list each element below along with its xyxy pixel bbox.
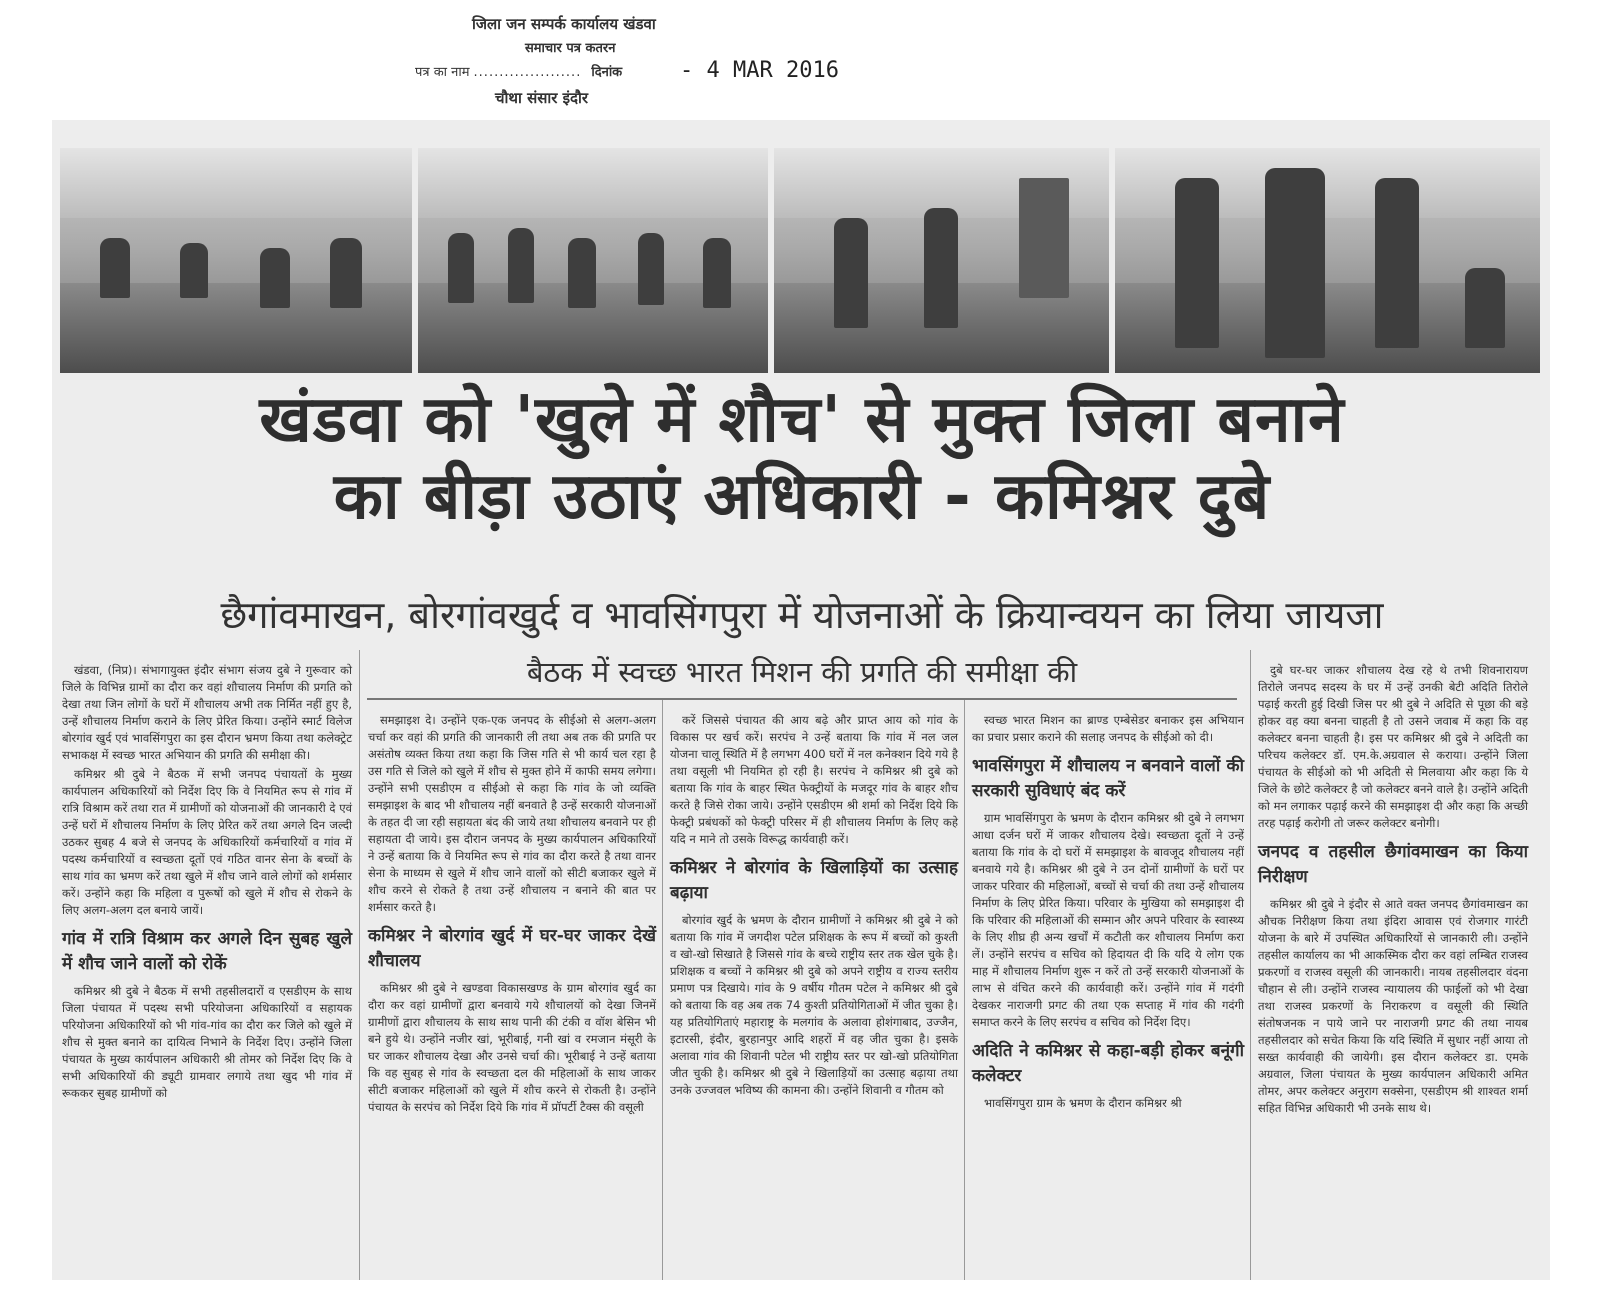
column-3 xyxy=(670,712,958,1101)
paragraph: कमिश्नर श्री दुबे ने खण्डवा विकासखण्ड के ग्राम बोरगांव खुर्द का दौरा कर वहां ग्रामीणों द्वारा बनवाये गये शौचालयों को देखा जिनमें ग्रामीणों द्वारा शौचालय के साथ साथ पानी की टंकी व वॉश बेसिन भी बने हुये थे। उन्होंने नजीर खां, भूरीबाई, गनी खां व रमजान मंसूरी के घर जाकर शौचालय देखा और उनसे चर्चा की। भूरीबाई ने उन्हें बताया कि वह सुबह से गांव के स्वच्छता दल की महिलाओं के साथ जाकर सीटी बजाकर महिलाओं को खुले में शौच करने से रोकती है। उन्होंने पंचायत के सरपंच को निर्देश दिये कि गांव में प्रॉपर्टी टैक्स की वसूली xyxy=(368,981,656,1114)
paragraph: बोरगांव खुर्द के भ्रमण के दौरान ग्रामीणों ने कमिश्नर श्री दुबे ने को बताया कि गांव में जगदीश पटेल प्रशिक्षक के रूप में बच्चों को कुश्ती व खो-खो सिखाते है जिससे गांव के बच्चे राष्ट्रीय स्तर तक खेल चुके है। प्रशिक्षक व बच्चों ने कमिश्नर श्री दुबे को अपने राष्ट्रीय व राज्य स्तरीय प्रमाण पत्र दिखाये। गांव के 9 वर्षीय गौतम पटेल ने कमिश्नर श्री दुबे को बताया कि वह अब तक 74 कुश्ती प्रतियोगिताओं में जीत चुका है। यह प्रतियोगिताएं महाराष्ट्र के मलगांव के अलावा होशंगाबाद, उज्जैन, इटारसी, इंदौर, बुरहानपुर आदि शहरों में वह जीत चुका है। इसके अलावा गांव की शिवानी पटेल भी राष्ट्रीय स्तर पर खो-खो प्रतियोगिता जीत चुकी है। कमिश्नर श्री दुबे ने खिलाड़ियों का उत्साह बढ़ाया तथा उनके उज्जवल भविष्य की कामना की। उन्होंने शिवानी व गौतम को xyxy=(670,913,958,1097)
stamp-clipping-label: समाचार पत्र कतरन xyxy=(525,41,616,56)
headline xyxy=(72,382,1532,536)
paragraph: समझाइश दे। उन्होंने एक-एक जनपद के सीईओ से अलग-अलग चर्चा कर वहां की प्रगति की जानकारी ली तथा अब तक की प्रगति पर असंतोष व्यक्त किया तथा कहा कि जिस गति से भी कार्य चल रहा है उस गति से जिले को खुले में शौच से मुक्त होने में काफी समय लगेगा। उन्होंने सभी एसडीएम व सीईओ से कहा कि गांव के जो व्यक्ति समझाइश के बाद भी शौचालय नहीं बनवाते है उन्हें सरकारी योजनाओं के तहत दी जा रही सहायता बंद की जाये तथा शौचालय बनवाने पर ही सहायता दी जाये। इस दौरान जनपद के मुख्य कार्यपालन अधिकारियों ने उन्हें बताया कि वे नियमित रूप से गांव का दौरा करते है तथा वानर सेना के माध्यम से खुले में शौच जाने वालों को सीटी बजाकर खुले में शौच करने से रोकते है तथा उन्हें शौचालय न बनाने की बात पर शर्मसार करते है। xyxy=(368,713,656,914)
column-divider xyxy=(359,650,360,1280)
subheading: अदिति ने कमिश्नर से कहा-बड़ी होकर बनूंगी कलेक्टर xyxy=(972,1041,1244,1086)
subheading: कमिश्नर ने बोरगांव खुर्द में घर-घर जाकर देखें शौचालय xyxy=(368,926,656,971)
headline-line-2: का बीड़ा उठाएं अधिकारी - कमिश्नर दुबे xyxy=(333,459,1271,534)
newspaper-clipping xyxy=(52,120,1550,1280)
column-5 xyxy=(1258,662,1528,1119)
photo-village-gathering xyxy=(418,148,768,373)
deck-headline: बैठक में स्वच्छ भारत मिशन की प्रगति की समीक्षा की xyxy=(367,652,1237,700)
column-2 xyxy=(368,712,656,1118)
headline-line-1: खंडवा को 'खुले में शौच' से मुक्त जिला बनाने xyxy=(259,383,1345,457)
subheading: जनपद व तहसील छैगांवमाखन का किया निरीक्षण xyxy=(1258,842,1528,887)
stamp-office-name: जिला जन सम्पर्क कार्यालय खंडवा xyxy=(472,15,656,33)
paragraph: करें जिससे पंचायत की आय बढ़े और प्राप्त आय को गांव के विकास पर खर्च करें। सरपंच ने उन्हें बताया कि गांव में नल जल योजना चालू स्थिति में है लगभग 400 घरों में नल कनेक्शन दिये गये है तथा वसूली भी नियमित हो रही है। सरपंच ने कमिश्नर श्री दुबे को बताया कि गांव के बाहर स्थित फेक्ट्रीयों के मजदूर गांव के बाहर शौच करते है जिसे रोका जाये। उन्होंने एसडीएम श्री शर्मा को निर्देश दिये कि फेक्ट्री प्रबंधकों को फेक्ट्री परिसर में ही शौचालय निर्माण के लिए कहे यदि न माने तो उसके विरूद्ध कार्यवाही करें। xyxy=(670,713,958,846)
paragraph: भावसिंगपुरा ग्राम के भ्रमण के दौरान कमिश्नर श्री xyxy=(984,1096,1182,1110)
paragraph: दुबे घर-घर जाकर शौचालय देख रहे थे तभी शिवनारायण तिरोले जनपद सदस्य के घर में उन्हें उनकी बेटी अदिति तिरोले पढ़ाई करती हुई दिखी जिस पर श्री दुबे ने अदिति से पूछा की बड़े होकर वह क्या बनना चाहती है तो उसने जवाब में कहा कि वह कलेक्टर बनना चाहती है। इस पर कमिश्नर श्री दुबे ने अदिती का परिचय कलेक्टर डॉ. एम.के.अग्रवाल से कराया। उन्होंने जिला पंचायत के सीईओ को भी अदिती से मिलवाया और कहा कि ये जिले के छोटे कलेक्टर है जो कलेक्टर बनने वाले है। उन्होंने अदिती को मन लगाकर पढ़ाई करने की समझाइश दी और कहा कि अच्छी तरह पढ़ाई करोगी तो जरूर कलेक्टर बनोगी। xyxy=(1258,663,1528,830)
subheading: कमिश्नर ने बोरगांव के खिलाड़ियों का उत्साह बढ़ाया xyxy=(670,858,958,903)
photo-meeting-hall xyxy=(60,148,412,373)
photo-site-visit xyxy=(774,148,1109,373)
paragraph: स्वच्छ भारत मिशन का ब्राण्ड एम्बेसेडर बनाकर इस अभियान का प्रचार प्रसार कराने की सलाह जनपद के सीईओ को दी। xyxy=(972,713,1244,744)
column-divider xyxy=(662,700,663,1280)
column-divider xyxy=(1250,650,1251,1280)
column-4 xyxy=(972,712,1244,1114)
column-divider xyxy=(964,700,965,1280)
photo-strip xyxy=(60,148,1540,373)
paragraph: कमिश्नर श्री दुबे ने बैठक में सभी तहसीलदारों व एसडीएम के साथ जिला पंचायत में पदस्थ सभी परियोजना अधिकारियों व सहायक परियोजना अधिकारियों को भी गांव-गांव का दौरा कर जिले को खुले में शौच से मुक्त बनाने का दायित्व निभाने के निर्देश दिए। उन्होंने जिला पंचायत के मुख्य कार्यपालन अधिकारी श्री तोमर को निर्देश दिए कि वे सभी अधिकारियों की ड्यूटी ग्रामवार लगाये तथा खुद भी गांव में रूककर सुबह ग्रामीणों को xyxy=(62,984,352,1100)
subheading: गांव में रात्रि विश्राम कर अगले दिन सुबह खुले में शौच जाने वालों को रोकें xyxy=(62,929,352,974)
photo-home-inspection xyxy=(1115,148,1540,373)
subheadline: छैगांवमाखन, बोरगांवखुर्द व भावसिंगपुरा में योजनाओं के क्रियान्वयन का लिया जायजा xyxy=(220,593,1384,637)
stamp-date-label: दिनांक xyxy=(591,65,623,80)
stamp-name-label: पत्र का नाम xyxy=(415,65,470,80)
stamp-paper-name-row: पत्र का नाम ..................... दिनांक xyxy=(415,65,623,80)
paragraph: कमिश्नर श्री दुबे ने बैठक में सभी जनपद पंचायतों के मुख्य कार्यपालन अधिकारियों को निर्देश दिए कि वे नियमित रूप से गांव में रात्रि विश्राम करें तथा रात में ग्रामीणों को योजनाओं की जानकारी दे एवं उन्हें घरों में शौचालय निर्माण के लिए प्रेरित करें तथा अगले दिन जल्दी उठकर सुबह 4 बजे से जनपद के अधिकारियों कर्मचारियों व गांव में पदस्थ कर्मचारियों व स्वच्छता दूतों एवं गठित वानर सेना के बच्चों के साथ गांव का भ्रमण करें तथा खुले में शौच जाने वाले लोगों को शर्मसार करें। उन्होंने कहा कि महिला व पुरूषों को खुले में शौच से रोकने के लिए अलग-अलग दल बनाये जायें। xyxy=(62,767,352,917)
office-stamp xyxy=(400,14,840,114)
paragraph: खंडवा, (निप्र)। संभागायुक्त इंदौर संभाग संजय दुबे ने गुरूवार को जिले के विभिन्न ग्रामों का दौरा कर वहां शौचालय निर्माण की प्रगति को देखा तथा जिन लोगों के घरों में शौचालय अभी तक निर्मित नहीं हुए है, उन्हें शौचालय निर्माण कराने के लिए प्रेरित किया। उन्होंने स्मार्ट विलेज बोरगांव खुर्द एवं भावसिंगपुरा का इस दौरान भ्रमण किया तथा कलेक्ट्रेट सभाकक्ष में स्वच्छ भारत अभियान की प्रगति की समीक्षा की। xyxy=(62,663,352,762)
column-1 xyxy=(62,662,352,1104)
subheading: भावसिंगपुरा में शौचालय न बनवाने वालों की सरकारी सुविधाएं बंद करें xyxy=(972,756,1244,801)
paragraph: ग्राम भावसिंगपुरा के भ्रमण के दौरान कमिश्नर श्री दुबे ने लगभग आधा दर्जन घरों में जाकर शौचालय देखे। स्वच्छता दूतों ने उन्हें बताया कि गांव के दो घरों में समझाइश के बावजूद शौचालय नहीं बनवाये गये है। कमिश्नर श्री दुबे ने उन दोनों ग्रामीणों के घरों पर जाकर परिवार की महिलाओं, बच्चों से चर्चा की तथा उन्हें शौचालय निर्माण के लिए प्रेरित किया। परिवार के मुखिया को समझाइश दी कि परिवार की महिलाओं की सम्मान और अपने परिवार के स्वास्थ्य के लिए शीघ्र ही अन्य खर्चों में कटौती कर शौचालय निर्माण करा लें। उन्होंने सरपंच व सचिव को हिदायत दी कि यदि ये लोग एक माह में शौचालय निर्माण शुरू न करें तो उन्हें सरकारी योजनाओं के लाभ से वंचित करने की कार्यवाही करें। उन्होंने गांव में गदंगी देखकर नाराजगी प्रगट की तथा एक सप्ताह में गांव की गदंगी समाप्त करने के लिए सरपंच व सचिव को निर्देश दिए। xyxy=(972,811,1244,1029)
stamp-newspaper-name: चौथा संसार इंदौर xyxy=(495,89,588,107)
paragraph: कमिश्नर श्री दुबे ने इंदौर से आते वक्त जनपद छैगांवमाखन का औचक निरीक्षण किया तथा इंदिरा आवास एवं रोजगार गारंटी योजना के बारे में उपस्थित अधिकारियों से जानकारी ली। उन्होंने तहसील कार्यालय का भी आकस्मिक दौरा कर वहां लम्बित राजस्व प्रकरणों व राजस्व वसूली की जानकारी। नायब तहसीलदार वंदना चौहान से ली। उन्होंने राजस्व न्यायालय की फाईलों को भी देखा तथा राजस्व प्रकरणों के निराकरण व वसूली की स्थिति संतोषजनक न पाये जाने पर नाराजगी प्रगट की तथा नायब तहसीलदार को सचेत किया कि यदि स्थिति में सुधार नहीं आया तो सख्त कार्यवाही की जायेगी। इस दौरान कलेक्टर डा. एमके अग्रवाल, जिला पंचायत के मुख्य कार्यपालन अधिकारी अमित तोमर, अपर कलेक्टर अनुराग सक्सेना, एसडीएम श्री शाश्वत शर्मा सहित विभिन्न अधिकारी भी उनके साथ थे। xyxy=(1258,897,1528,1115)
stamp-date-value: - 4 MAR 2016 xyxy=(680,58,839,83)
